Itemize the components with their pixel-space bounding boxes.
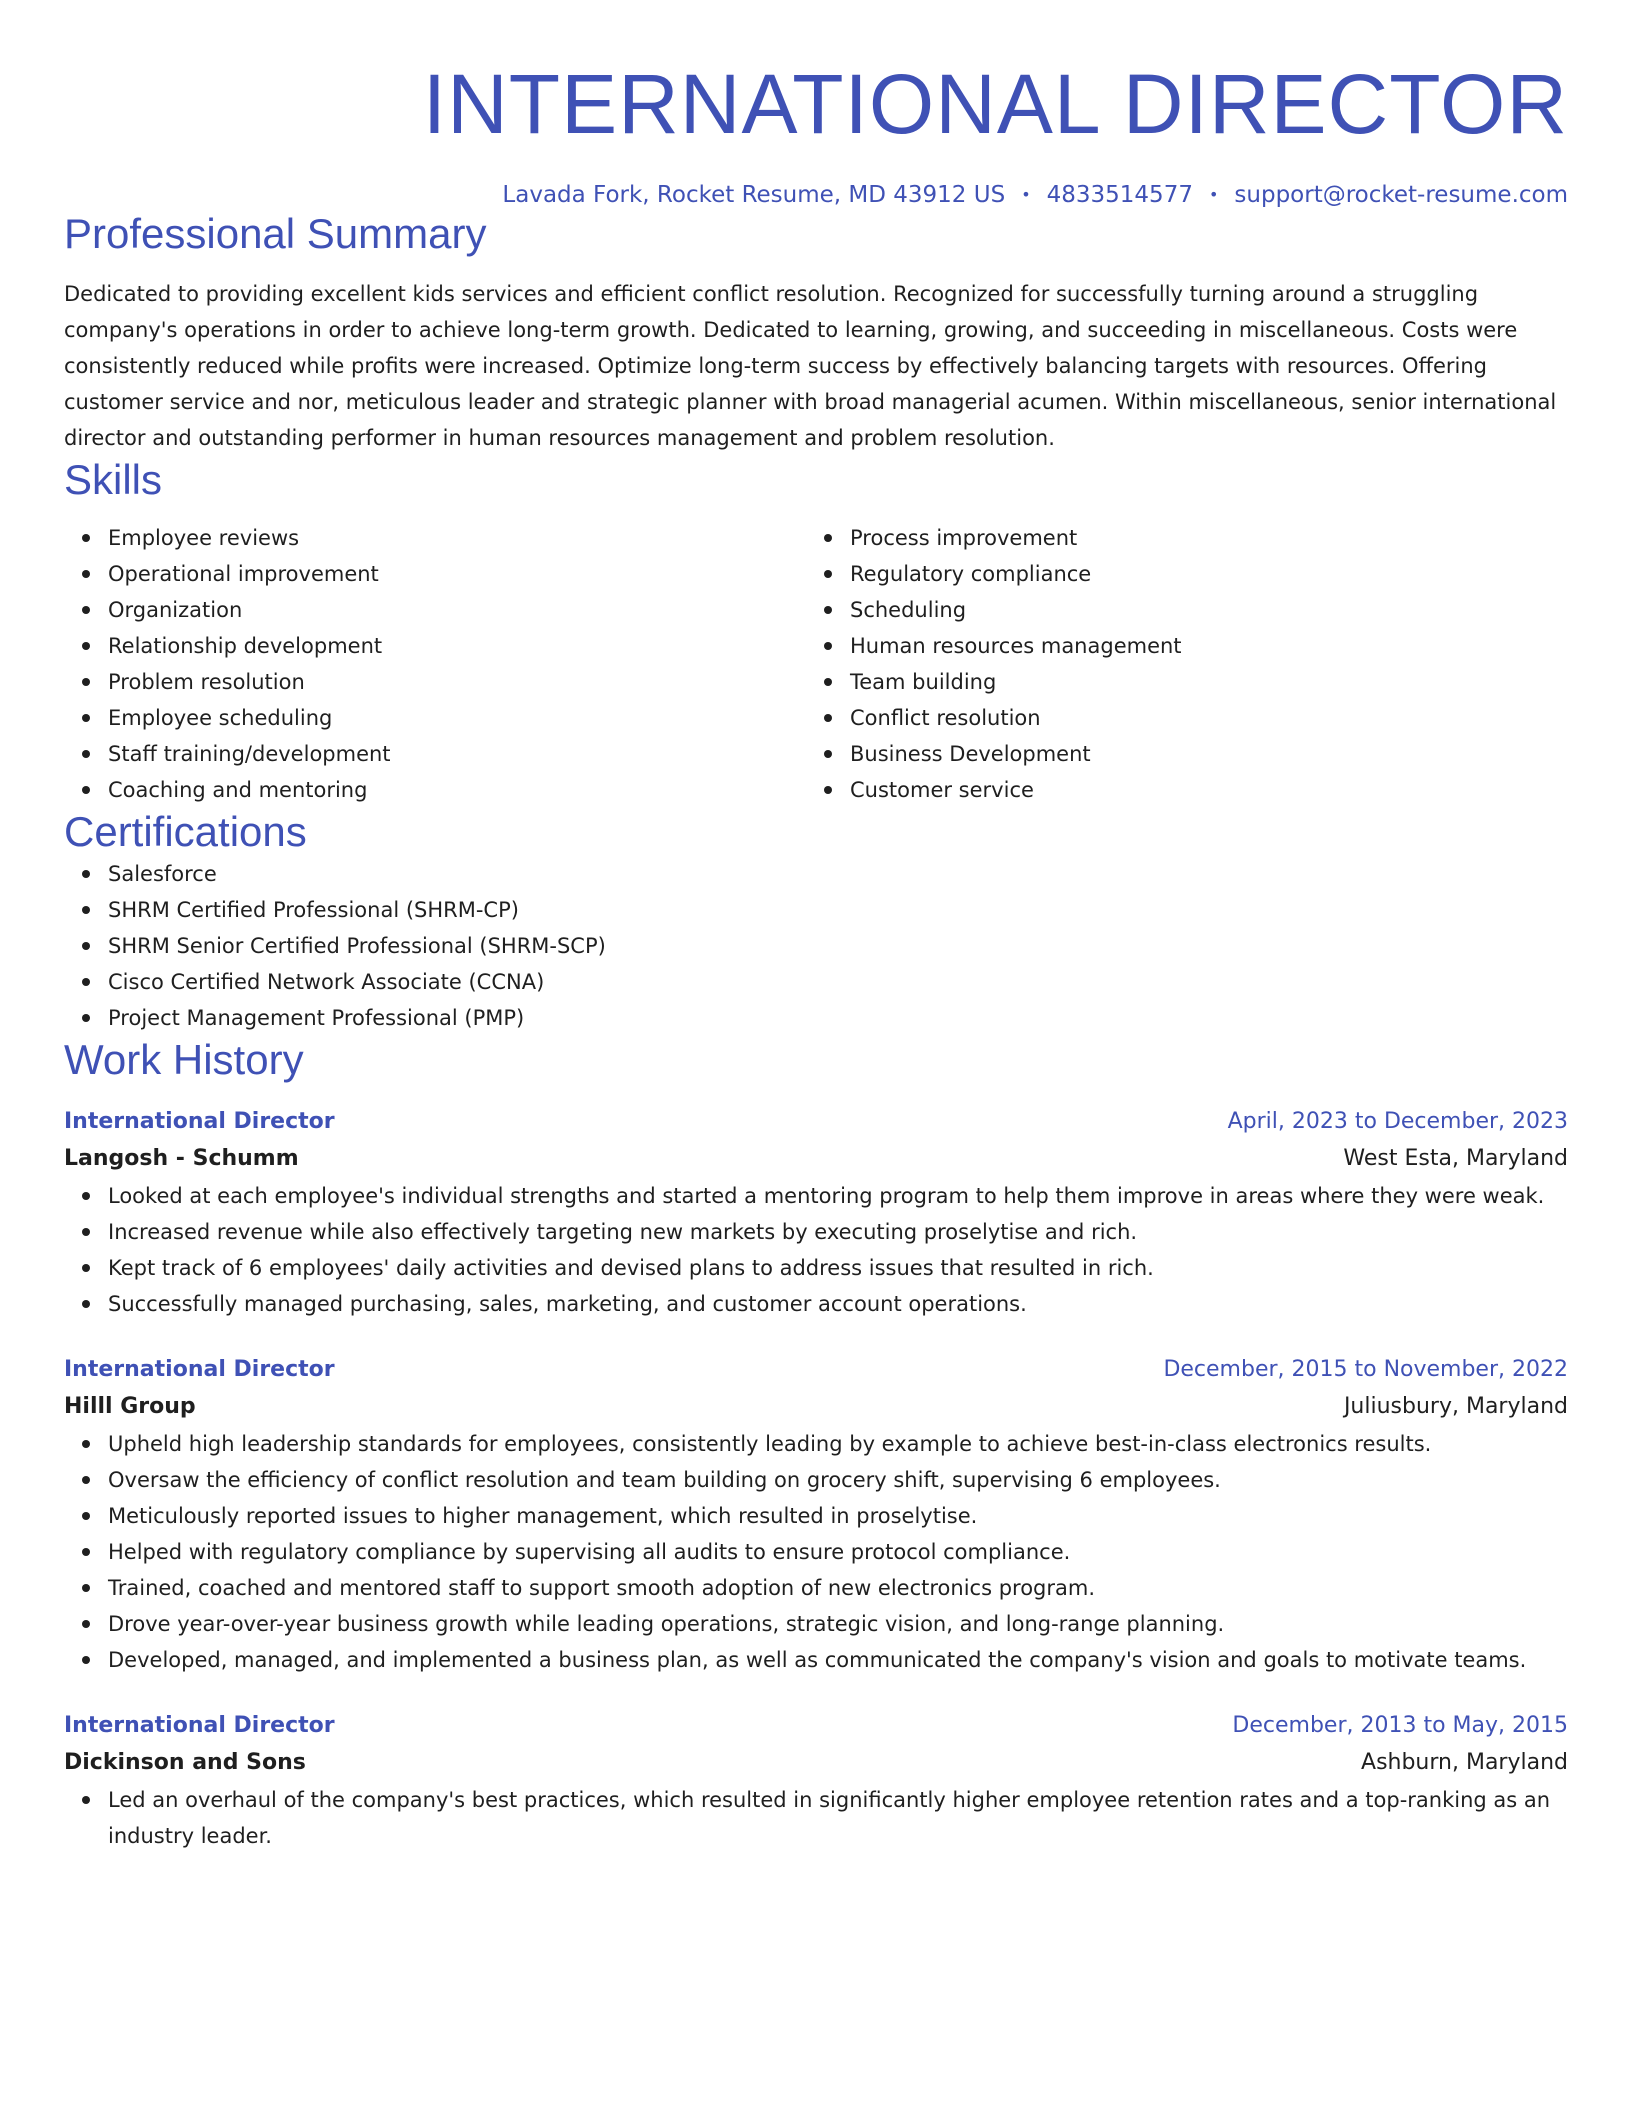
job-bullet: Trained, coached and mentored staff to support smooth adoption of new electronics program. [108, 1570, 1568, 1606]
skills-list-left [64, 520, 806, 808]
job-bullets [64, 1426, 1568, 1678]
job-title-row [64, 1708, 1568, 1744]
job-title-heading: INTERNATIONAL DIRECTOR [422, 57, 1568, 151]
job-company: Dickinson and Sons [64, 1750, 306, 1775]
skills-column-left [64, 520, 806, 808]
job-dates: December, 2013 to May, 2015 [1232, 1713, 1568, 1738]
skill-item: Conflict resolution [850, 700, 1548, 736]
job-company-row [64, 1744, 1568, 1782]
skill-item: Human resources management [850, 628, 1548, 664]
job-bullet: Helped with regulatory compliance by supervising all audits to ensure protocol compliance. [108, 1534, 1568, 1570]
certifications-heading: Certifications [64, 808, 307, 855]
job-company: Hilll Group [64, 1394, 196, 1419]
summary-heading: Professional Summary [64, 210, 487, 257]
skill-item: Organization [108, 592, 806, 628]
skills-column-right [806, 520, 1548, 808]
job-bullets [64, 1782, 1568, 1854]
job-dates: April, 2023 to December, 2023 [1227, 1109, 1568, 1134]
separator-dot: • [1021, 185, 1031, 204]
job-company-row [64, 1388, 1568, 1426]
job-bullets [64, 1178, 1568, 1322]
certification-item: Cisco Certified Network Associate (CCNA) [108, 964, 1568, 1000]
job-location: Ashburn, Maryland [1361, 1750, 1568, 1775]
job-bullet: Meticulously reported issues to higher management, which resulted in proselytise. [108, 1498, 1568, 1534]
job-bullet: Drove year-over-year business growth while leading operations, strategic vision, and long-range planning. [108, 1606, 1568, 1642]
certification-item: Project Management Professional (PMP) [108, 1000, 1568, 1036]
skill-item: Employee scheduling [108, 700, 806, 736]
job-entry [64, 1104, 1568, 1322]
phone-text: 4833514577 [1046, 182, 1193, 208]
skills-list-right [806, 520, 1548, 808]
job-company: Langosh - Schumm [64, 1146, 299, 1171]
job-bullet: Oversaw the efficiency of conflict resolution and team building on grocery shift, supervising 6 employees. [108, 1462, 1568, 1498]
skills-columns [64, 520, 1568, 808]
job-title-row [64, 1352, 1568, 1388]
job-title: International Director [64, 1109, 335, 1134]
skill-item: Operational improvement [108, 556, 806, 592]
job-location: Juliusbury, Maryland [1343, 1394, 1568, 1419]
separator-dot: • [1208, 185, 1219, 204]
job-bullet: Increased revenue while also effectively targeting new markets by executing proselytise and rich. [108, 1214, 1568, 1250]
job-entry [64, 1352, 1568, 1678]
skill-item: Scheduling [850, 592, 1548, 628]
summary-text: Dedicated to providing excellent kids services and efficient conflict resolution. Recognized for successfully turning around a struggling company's operations in order to achieve long-term growth. Dedicated to learning, growing, and succeeding in miscellaneous. Costs were consistently reduced while profits were increased. Optimize long-term success by effectively balancing targets with resources. Offering customer service and nor, meticulous leader and strategic planner with broad managerial acumen. Within miscellaneous, senior international director and outstanding performer in human resources management and problem resolution. [64, 282, 1557, 450]
certification-item: SHRM Certified Professional (SHRM-CP) [108, 892, 1568, 928]
job-dates: December, 2015 to November, 2022 [1163, 1357, 1568, 1382]
job-location: West Esta, Maryland [1343, 1146, 1568, 1171]
job-bullet: Looked at each employee's individual strengths and started a mentoring program to help them improve in areas where they were weak. [108, 1178, 1568, 1214]
job-title: International Director [64, 1713, 335, 1738]
skills-heading: Skills [64, 456, 163, 503]
work-history-heading: Work History [64, 1036, 304, 1083]
job-title: International Director [64, 1357, 335, 1382]
skill-item: Relationship development [108, 628, 806, 664]
skill-item: Regulatory compliance [850, 556, 1548, 592]
job-bullet: Led an overhaul of the company's best practices, which resulted in significantly higher employee retention rates and a top-ranking as an industry leader. [108, 1782, 1568, 1854]
address-text: Lavada Fork, Rocket Resume, MD 43912 US [502, 182, 1006, 208]
certifications-list [64, 856, 1568, 1036]
job-title-row [64, 1104, 1568, 1140]
resume-header [64, 0, 1568, 210]
skill-item: Staff training/development [108, 736, 806, 772]
skill-item: Coaching and mentoring [108, 772, 806, 808]
skill-item: Process improvement [850, 520, 1548, 556]
certification-item: Salesforce [108, 856, 1568, 892]
job-company-row [64, 1140, 1568, 1178]
email-link[interactable]: support@rocket-resume.com [1234, 182, 1568, 208]
job-entry [64, 1708, 1568, 1854]
contact-line [64, 180, 1568, 210]
skill-item: Employee reviews [108, 520, 806, 556]
certification-item: SHRM Senior Certified Professional (SHRM-SCP) [108, 928, 1568, 964]
skill-item: Team building [850, 664, 1548, 700]
job-bullet: Successfully managed purchasing, sales, marketing, and customer account operations. [108, 1286, 1568, 1322]
skill-item: Problem resolution [108, 664, 806, 700]
job-bullet: Kept track of 6 employees' daily activities and devised plans to address issues that resulted in rich. [108, 1250, 1568, 1286]
skill-item: Customer service [850, 772, 1548, 808]
job-bullet: Upheld high leadership standards for employees, consistently leading by example to achieve best-in-class electronics results. [108, 1426, 1568, 1462]
job-bullet: Developed, managed, and implemented a business plan, as well as communicated the company's vision and goals to motivate teams. [108, 1642, 1568, 1678]
skill-item: Business Development [850, 736, 1548, 772]
